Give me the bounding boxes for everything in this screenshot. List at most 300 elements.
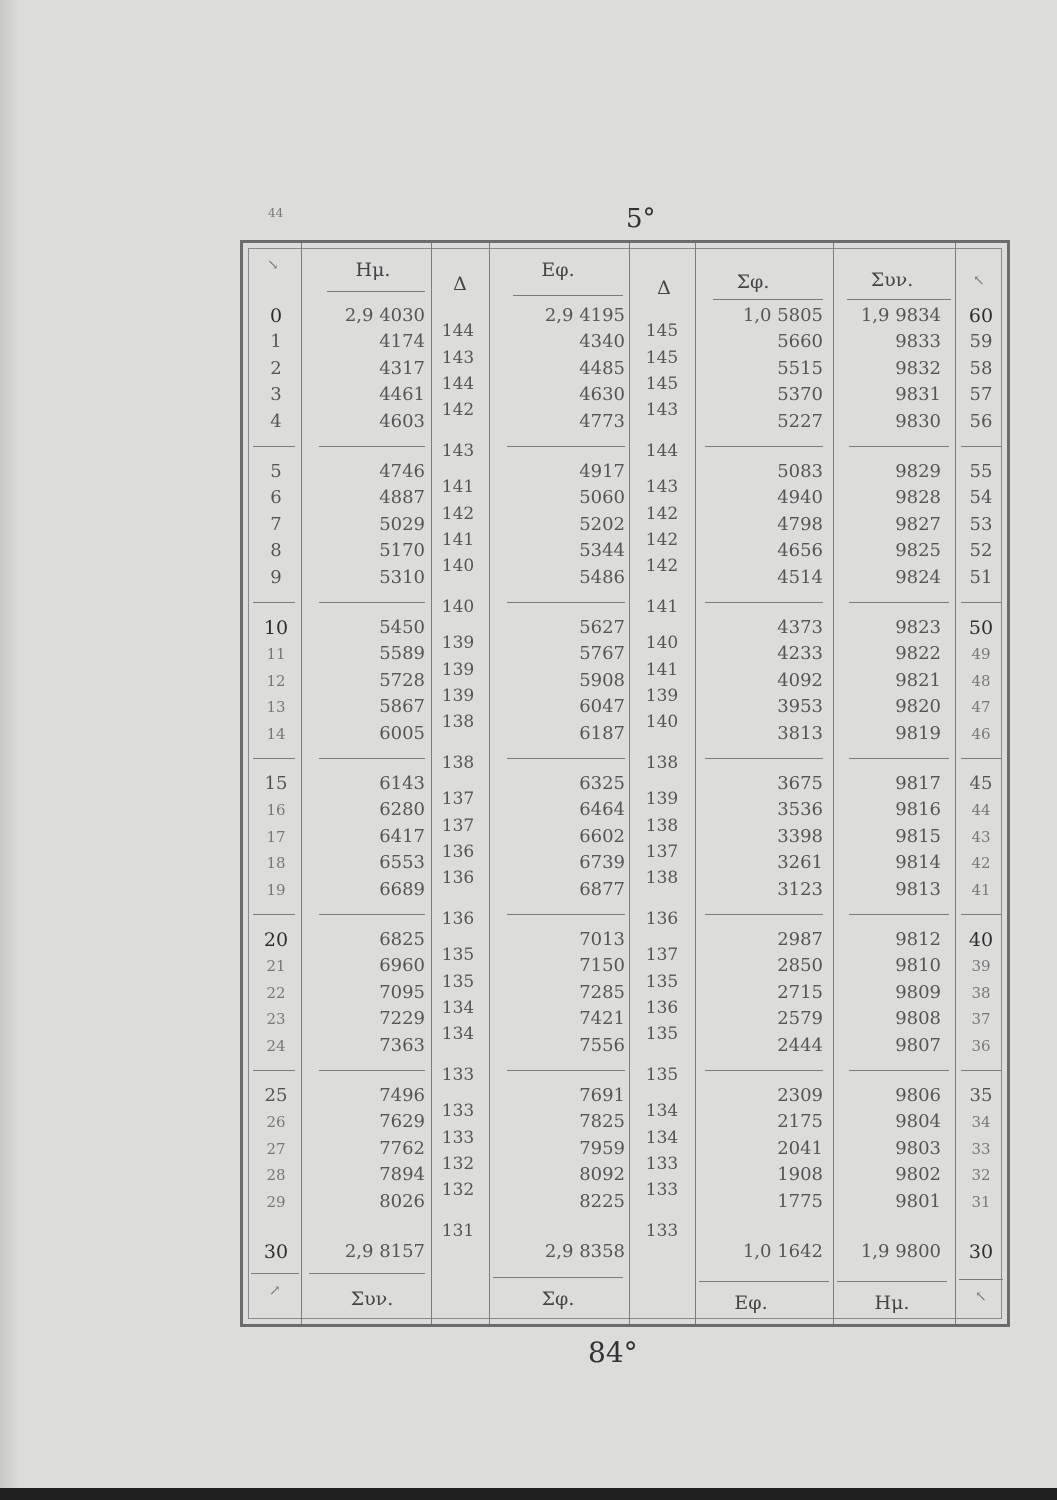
- minute-right: 30: [968, 1241, 994, 1263]
- cos-value: 9827: [895, 513, 941, 535]
- table-row: [243, 409, 1007, 435]
- delta-sin-value: 141: [441, 477, 475, 498]
- table-row: [243, 850, 1007, 876]
- cos-value: 9803: [895, 1137, 941, 1159]
- delta-tan-value: 140: [645, 633, 679, 654]
- tan-value: 5344: [579, 540, 625, 562]
- table-row: [243, 1006, 1007, 1032]
- minutes-up-arrow-icon: ↖: [973, 273, 985, 289]
- delta-sin-value: 139: [441, 686, 475, 706]
- delta-tan-value: 133: [645, 1154, 679, 1174]
- cos-value: 9809: [895, 981, 941, 1003]
- delta-tan-value: 137: [645, 945, 679, 966]
- cos-value: 9801: [895, 1190, 941, 1212]
- table-row: [243, 694, 1007, 720]
- delta-sin-value: 137: [441, 789, 475, 810]
- footer-sin: Ημ.: [874, 1292, 910, 1314]
- sin-value: 6689: [379, 878, 425, 900]
- tan-value: 6464: [579, 799, 625, 821]
- cot-value: 5227: [777, 410, 823, 432]
- minute-left: 0: [269, 305, 283, 327]
- cos-value: 9807: [895, 1034, 941, 1056]
- cot-value: 1775: [777, 1190, 823, 1212]
- tan-value: 6602: [579, 825, 625, 847]
- group-separator: [319, 758, 425, 759]
- sin-value: 5728: [379, 669, 425, 691]
- table-row: [243, 303, 1007, 329]
- delta-sin-value: 138: [441, 712, 475, 733]
- minute-left: 8: [270, 540, 282, 562]
- footer-rule: [837, 1281, 947, 1282]
- minute-left: 14: [266, 724, 286, 743]
- minute-left: 7: [270, 513, 282, 535]
- delta-sin-value: 133: [441, 1101, 475, 1122]
- tan-value: 2,9 4195: [544, 305, 625, 326]
- delta-sin-value: 141: [441, 530, 475, 550]
- tan-value: 4773: [579, 410, 625, 432]
- minute-left: 12: [266, 671, 286, 690]
- minute-left: 25: [264, 1085, 288, 1106]
- delta-sin-value: 144: [441, 374, 475, 394]
- cos-value: 9825: [895, 540, 941, 562]
- table-row: [243, 927, 1007, 953]
- tan-value: 4485: [579, 357, 625, 379]
- delta-tan-value: 143: [645, 400, 679, 421]
- group-separator: [253, 602, 295, 603]
- footer-tan: Εφ.: [734, 1292, 768, 1314]
- minute-left: 2: [270, 357, 282, 379]
- footer-degree: 84°: [588, 1336, 638, 1369]
- minute-right: 60: [968, 305, 994, 327]
- tan-value: 6739: [579, 852, 625, 874]
- table-row: [243, 668, 1007, 694]
- delta-sin-value: 134: [441, 998, 475, 1018]
- sin-value: 2,9 8157: [344, 1241, 425, 1262]
- footer-rule: [699, 1281, 829, 1282]
- page-edge-shadow: [0, 0, 20, 1490]
- delta-tan-value: 135: [645, 971, 679, 992]
- sin-value: 6005: [379, 722, 425, 744]
- minute-right: 56: [969, 410, 993, 432]
- cot-value: 3123: [777, 878, 823, 900]
- cos-value: 9812: [895, 929, 941, 950]
- minute-left: 24: [266, 1036, 286, 1055]
- table-row: [243, 1189, 1007, 1215]
- sin-value: 4887: [379, 487, 425, 509]
- group-separator: [849, 914, 949, 915]
- cot-value: 2579: [777, 1008, 823, 1030]
- cos-value: 9816: [895, 799, 941, 821]
- minute-left: 15: [264, 773, 288, 794]
- delta-sin-value: 135: [441, 945, 475, 966]
- cot-value: 4373: [777, 617, 823, 638]
- sin-value: 5450: [379, 617, 425, 638]
- group-separator: [507, 446, 625, 447]
- sin-value: 4603: [379, 410, 425, 432]
- group-separator: [705, 602, 823, 603]
- cos-value: 9819: [895, 722, 941, 744]
- tan-value: 5202: [579, 513, 625, 535]
- header-tan: Εφ.: [541, 259, 575, 281]
- minute-right: 58: [969, 357, 993, 379]
- scan-border: [0, 1488, 1057, 1500]
- delta-tan-value: 141: [645, 659, 679, 680]
- delta-tan-value: 136: [645, 908, 679, 929]
- sin-value: 4746: [379, 461, 425, 482]
- sin-value: 5029: [379, 513, 425, 535]
- tan-value: 8092: [579, 1164, 625, 1186]
- delta-sin-value: 142: [441, 503, 475, 524]
- cos-value: 9817: [895, 773, 941, 794]
- cos-value: 1,9 9800: [860, 1241, 941, 1262]
- group-separator: [705, 758, 823, 759]
- sin-value: 5310: [379, 566, 425, 588]
- tan-value: 6187: [579, 722, 625, 744]
- minute-right: 55: [969, 461, 993, 482]
- cot-value: 3536: [777, 799, 823, 821]
- delta-tan-value: 134: [645, 1127, 679, 1148]
- sin-value: 4317: [379, 357, 425, 379]
- tan-value: 7691: [579, 1085, 625, 1106]
- tan-value: 7150: [579, 955, 625, 977]
- group-separator: [507, 602, 625, 603]
- cos-value: 9806: [895, 1085, 941, 1106]
- cos-value: 9821: [895, 669, 941, 691]
- table-row: [243, 771, 1007, 797]
- tan-value: 7421: [579, 1008, 625, 1030]
- cos-value: 9810: [895, 955, 941, 977]
- minute-right: 43: [971, 827, 991, 846]
- cot-value: 3813: [777, 722, 823, 744]
- cot-value: 2309: [777, 1085, 823, 1106]
- table-row: [243, 721, 1007, 747]
- minute-left: 9: [270, 566, 282, 588]
- delta-tan-value: 144: [645, 440, 679, 461]
- page-number: 44: [268, 206, 284, 220]
- sin-value: 7894: [379, 1164, 425, 1186]
- delta-sin-value: 138: [441, 752, 475, 773]
- delta-sin-value: 139: [441, 659, 475, 680]
- minute-left: 11: [266, 645, 286, 664]
- cot-value: 4092: [777, 669, 823, 691]
- minute-right: 34: [971, 1113, 991, 1132]
- minute-right: 44: [971, 801, 991, 820]
- sin-value: 6553: [379, 852, 425, 874]
- minute-right: 50: [968, 617, 994, 639]
- minute-left: 17: [266, 827, 286, 846]
- delta-sin-value: 139: [441, 633, 475, 654]
- delta-tan-value: 145: [645, 321, 679, 342]
- sin-value: 7496: [379, 1085, 425, 1106]
- cot-value: 3953: [777, 696, 823, 718]
- delta-sin-value: 140: [441, 596, 475, 617]
- tan-value: 8225: [579, 1190, 625, 1212]
- cot-value: 2715: [777, 981, 823, 1003]
- table-row: [243, 1239, 1007, 1265]
- minute-right: 31: [971, 1192, 991, 1211]
- delta-tan-value: 139: [645, 789, 679, 810]
- minute-left: 28: [266, 1166, 286, 1185]
- footer-cot: Σφ.: [541, 1288, 575, 1310]
- table-row: [243, 565, 1007, 591]
- group-separator: [849, 446, 949, 447]
- cos-value: 9832: [895, 357, 941, 379]
- delta-tan-value: 133: [645, 1180, 679, 1201]
- minute-right: 45: [969, 773, 993, 794]
- sin-value: 6960: [379, 955, 425, 977]
- sin-value: 4174: [379, 331, 425, 353]
- tan-value: 7959: [579, 1137, 625, 1159]
- tan-value: 5767: [579, 643, 625, 665]
- header-rule: [847, 299, 951, 300]
- cot-value: 1908: [777, 1164, 823, 1186]
- sin-value: 6825: [379, 929, 425, 950]
- minute-left: 10: [263, 617, 289, 639]
- cot-value: 2850: [777, 955, 823, 977]
- table-row: [243, 797, 1007, 823]
- minute-left: 3: [270, 384, 282, 406]
- footer-rule: [493, 1277, 623, 1278]
- minute-left: 21: [266, 957, 286, 976]
- minute-right: 37: [971, 1010, 991, 1029]
- delta-sin-value: 143: [441, 347, 475, 368]
- header-delta-tan: Δ: [657, 277, 671, 299]
- delta-sin-value: 134: [441, 1024, 475, 1045]
- minute-left: 23: [266, 1010, 286, 1029]
- group-separator: [961, 1070, 1001, 1071]
- minute-left: 30: [263, 1241, 289, 1263]
- sin-value: 5589: [379, 643, 425, 665]
- minute-left: 20: [263, 929, 289, 951]
- group-separator: [319, 1070, 425, 1071]
- minute-left: 26: [266, 1113, 286, 1132]
- table-row: [243, 824, 1007, 850]
- group-separator: [961, 758, 1001, 759]
- header-rule: [713, 299, 823, 300]
- table-row: [243, 485, 1007, 511]
- minute-right: 40: [968, 929, 994, 951]
- group-separator: [849, 758, 949, 759]
- minute-left: 1: [270, 331, 282, 353]
- table-row: [243, 615, 1007, 641]
- footer-rule: [251, 1273, 299, 1274]
- minute-left: 16: [266, 801, 286, 820]
- cot-value: 5660: [777, 331, 823, 353]
- delta-tan-value: 136: [645, 998, 679, 1018]
- table-row: [243, 329, 1007, 355]
- minute-left: 19: [266, 880, 286, 899]
- cos-value: 9815: [895, 825, 941, 847]
- group-separator: [849, 1070, 949, 1071]
- delta-sin-value: 133: [441, 1064, 475, 1085]
- sin-value: 7095: [379, 981, 425, 1003]
- delta-tan-value: 138: [645, 815, 679, 836]
- tan-value: 6047: [579, 696, 625, 718]
- delta-tan-value: 140: [645, 712, 679, 733]
- cot-value: 3675: [777, 773, 823, 794]
- minute-right: 33: [971, 1139, 991, 1158]
- sin-value: 7629: [379, 1111, 425, 1133]
- cot-value: 2444: [777, 1034, 823, 1056]
- table-row: [243, 641, 1007, 667]
- cot-value: 2041: [777, 1137, 823, 1159]
- table-row: [243, 1162, 1007, 1188]
- cot-value: 4233: [777, 643, 823, 665]
- sin-value: 7229: [379, 1008, 425, 1030]
- minute-right: 47: [971, 698, 991, 717]
- delta-tan-value: 138: [645, 752, 679, 773]
- delta-sin-value: 135: [441, 971, 475, 992]
- cot-value: 2987: [777, 929, 823, 950]
- delta-tan-value: 135: [645, 1064, 679, 1085]
- sin-value: 7363: [379, 1034, 425, 1056]
- cot-value: 5370: [777, 384, 823, 406]
- group-separator: [253, 758, 295, 759]
- group-separator: [319, 602, 425, 603]
- delta-tan-value: 143: [645, 477, 679, 498]
- header-rule: [513, 295, 623, 296]
- cos-value: 9802: [895, 1164, 941, 1186]
- sin-value: 2,9 4030: [344, 305, 425, 326]
- tan-value: 5060: [579, 487, 625, 509]
- table-row: [243, 538, 1007, 564]
- header-sin: Ημ.: [355, 259, 391, 281]
- group-separator: [507, 914, 625, 915]
- cot-value: 1,0 5805: [742, 305, 823, 326]
- footer-rule: [309, 1273, 425, 1274]
- table-row: [243, 356, 1007, 382]
- cot-value: 4940: [777, 487, 823, 509]
- tan-value: 7556: [579, 1034, 625, 1056]
- table-row: [243, 1033, 1007, 1059]
- cos-value: 9828: [895, 487, 941, 509]
- delta-tan-value: 142: [645, 556, 679, 577]
- delta-tan-value: 138: [645, 868, 679, 889]
- table-row: [243, 1109, 1007, 1135]
- cot-value: 4514: [777, 566, 823, 588]
- minutes-up-arrow-icon: ↖: [975, 1289, 987, 1305]
- cos-value: 9824: [895, 566, 941, 588]
- minute-right: 53: [969, 513, 993, 535]
- table-row: [243, 953, 1007, 979]
- footer-rule: [959, 1279, 1003, 1280]
- delta-sin-value: 132: [441, 1180, 475, 1201]
- sin-value: 5170: [379, 540, 425, 562]
- delta-tan-value: 135: [645, 1024, 679, 1045]
- header-rule: [327, 291, 425, 292]
- group-separator: [705, 446, 823, 447]
- table-row: [243, 1083, 1007, 1109]
- tan-value: 4340: [579, 331, 625, 353]
- delta-tan-value: 137: [645, 842, 679, 862]
- cos-value: 9820: [895, 696, 941, 718]
- delta-tan-value: 141: [645, 596, 679, 617]
- minute-right: 39: [971, 957, 991, 976]
- cos-value: 1,9 9834: [860, 305, 941, 326]
- cos-value: 9823: [895, 617, 941, 638]
- delta-sin-value: 131: [441, 1220, 475, 1241]
- delta-tan-value: 134: [645, 1101, 679, 1122]
- sin-value: 6280: [379, 799, 425, 821]
- delta-tan-value: 133: [645, 1220, 679, 1241]
- delta-sin-value: 133: [441, 1127, 475, 1148]
- sin-value: 8026: [379, 1190, 425, 1212]
- tan-value: 5627: [579, 617, 625, 638]
- delta-tan-value: 142: [645, 503, 679, 524]
- minute-right: 48: [971, 671, 991, 690]
- cot-value: 4656: [777, 540, 823, 562]
- table-row: [243, 459, 1007, 485]
- minute-right: 59: [969, 331, 993, 353]
- minute-right: 42: [971, 854, 991, 873]
- group-separator: [319, 446, 425, 447]
- group-separator: [705, 1070, 823, 1071]
- group-separator: [961, 914, 1001, 915]
- header-degree: 5°: [626, 204, 656, 234]
- delta-sin-value: 137: [441, 815, 475, 836]
- trig-table: [240, 240, 1010, 1327]
- tan-value: 4630: [579, 384, 625, 406]
- delta-sin-value: 142: [441, 400, 475, 421]
- minute-left: 18: [266, 854, 286, 873]
- minute-right: 35: [969, 1085, 993, 1106]
- table-row: [243, 877, 1007, 903]
- group-separator: [507, 758, 625, 759]
- table-row: [243, 512, 1007, 538]
- minute-right: 36: [971, 1036, 991, 1055]
- minute-right: 51: [969, 566, 993, 588]
- minutes-down-arrow-icon: ↘: [267, 257, 279, 273]
- tan-value: 6877: [579, 878, 625, 900]
- table-row: [243, 1136, 1007, 1162]
- group-separator: [849, 602, 949, 603]
- minute-left: 27: [266, 1139, 286, 1158]
- minute-left: 6: [270, 487, 282, 509]
- delta-sin-value: 132: [441, 1154, 475, 1174]
- delta-sin-value: 144: [441, 321, 475, 342]
- minute-left: 13: [266, 698, 286, 717]
- group-separator: [253, 1070, 295, 1071]
- cot-value: 5083: [777, 461, 823, 482]
- table-row: [243, 980, 1007, 1006]
- cos-value: 9808: [895, 1008, 941, 1030]
- minute-right: 54: [969, 487, 993, 509]
- minute-left: 22: [266, 983, 286, 1002]
- sin-value: 6417: [379, 825, 425, 847]
- delta-sin-value: 136: [441, 868, 475, 889]
- cos-value: 9829: [895, 461, 941, 482]
- tan-value: 4917: [579, 461, 625, 482]
- minute-right: 57: [969, 384, 993, 406]
- cot-value: 2175: [777, 1111, 823, 1133]
- minute-left: 29: [266, 1192, 286, 1211]
- minute-right: 49: [971, 645, 991, 664]
- cot-value: 3261: [777, 852, 823, 874]
- minute-right: 38: [971, 983, 991, 1002]
- header-cot: Σφ.: [736, 271, 770, 293]
- minute-left: 5: [270, 461, 282, 482]
- cot-value: 1,0 1642: [742, 1241, 823, 1262]
- cos-value: 9813: [895, 878, 941, 900]
- cot-value: 4798: [777, 513, 823, 535]
- group-separator: [705, 914, 823, 915]
- group-separator: [253, 446, 295, 447]
- minute-right: 52: [969, 540, 993, 562]
- cos-value: 9830: [895, 410, 941, 432]
- group-separator: [961, 446, 1001, 447]
- delta-sin-value: 136: [441, 842, 475, 862]
- tan-value: 2,9 8358: [544, 1241, 625, 1262]
